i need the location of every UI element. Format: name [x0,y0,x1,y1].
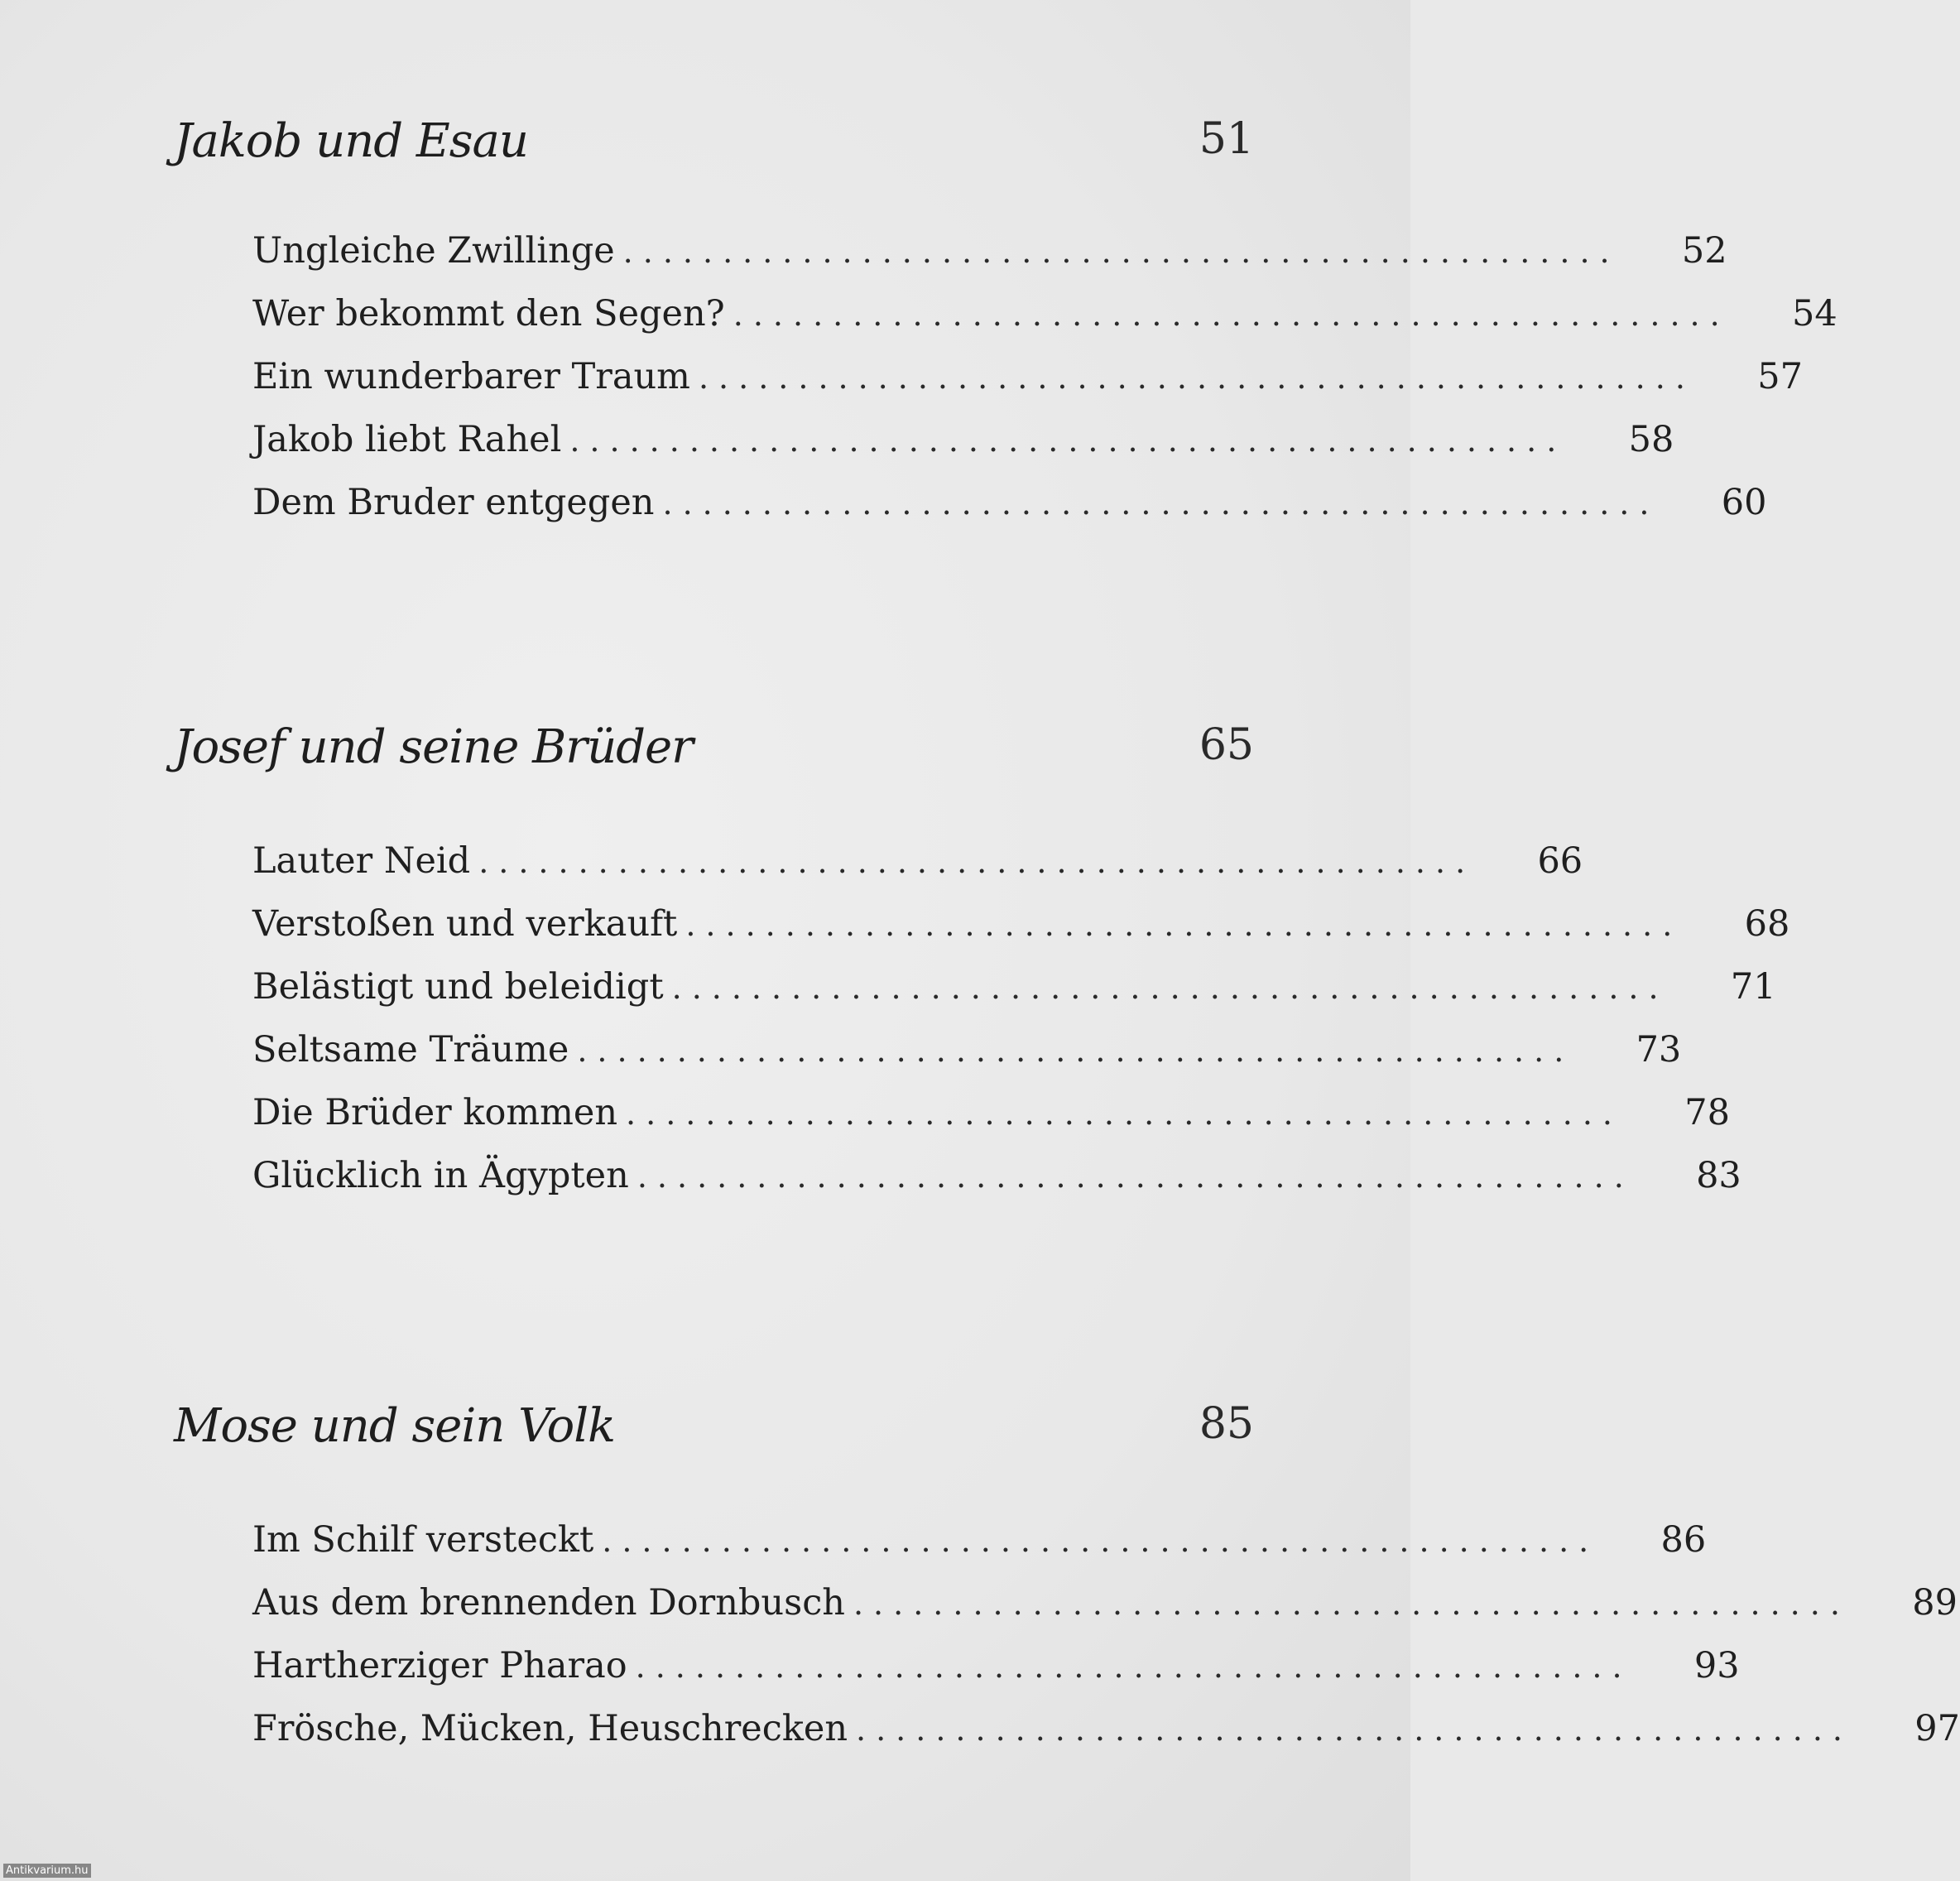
toc-section-josef-und-seine-brueder [174,720,1790,1196]
toc-entry-page: 78 [1684,1092,1730,1133]
dot-leader: .................................................. [671,969,1669,1006]
toc-entry-title: Aus dem brennenden Dornbusch [252,1582,845,1624]
dot-leader: .................................................. [853,1585,1850,1622]
toc-entry-page: 71 [1730,966,1776,1008]
toc-entry-title: Hartherziger Pharao [252,1645,627,1686]
dot-leader: .................................................. [635,1648,1632,1685]
section-heading [174,1399,1254,1482]
watermark: Antikvarium.hu [3,1864,91,1878]
toc-entry-title: Wer bekommt den Segen? [252,293,725,334]
dot-leader: .................................................. [569,422,1567,459]
toc-entry-title: Belästigt und beleidigt [252,966,664,1008]
toc-entry-title: Die Brüder kommen [252,1092,618,1133]
dot-leader: .................................................. [733,296,1730,333]
section-title: Jakob und Esau [174,114,528,168]
section-page-number: 85 [1199,1399,1254,1449]
toc-entry-page: 66 [1537,840,1583,882]
section-page-number: 65 [1199,720,1254,770]
section-page-number: 51 [1199,114,1254,164]
toc-entry-title: Im Schilf versteckt [252,1519,594,1561]
toc-entry-page: 89 [1912,1582,1958,1624]
toc-entry-title: Dem Bruder entgegen [252,482,655,523]
toc-entry [252,1645,1740,1708]
dot-leader: .................................................. [478,844,1476,880]
toc-entry [252,1092,1730,1155]
toc-entry-title: Ungleiche Zwillinge [252,230,615,272]
toc-entry [252,230,1727,293]
dot-leader: .................................................. [662,485,1660,522]
toc-entry [252,1582,1958,1645]
toc-entry [252,1519,1707,1582]
dot-leader: .................................................. [577,1032,1574,1069]
toc-entry [252,1029,1682,1092]
toc-section-jakob-und-esau [174,114,1838,523]
toc-entry-page: 60 [1721,482,1767,523]
toc-entry-page: 73 [1636,1029,1682,1070]
toc-entry-list [252,1519,1960,1771]
toc-entry [252,1155,1741,1218]
toc-entry-page: 83 [1696,1155,1741,1196]
toc-entry [252,419,1674,482]
toc-entry [252,482,1767,545]
toc-entry-page: 86 [1660,1519,1707,1561]
toc-entry-page: 93 [1693,1645,1740,1686]
toc-entry-page: 54 [1792,293,1838,334]
dot-leader: .................................................. [622,233,1620,270]
toc-section-mose-und-sein-volk [174,1399,1960,1749]
toc-entry [252,356,1803,419]
dot-leader: .................................................. [698,359,1695,396]
section-heading [174,720,1254,803]
section-title: Mose und sein Volk [174,1399,616,1453]
dot-leader: .................................................. [856,1711,1852,1748]
toc-entry-page: 52 [1681,230,1727,272]
toc-entry-title: Lauter Neid [252,840,471,882]
toc-entry-list [252,230,1838,545]
section-heading [174,114,1254,197]
section-title: Josef und seine Brüder [174,720,693,774]
toc-entry-list [252,840,1790,1218]
dot-leader: .................................................. [602,1523,1599,1559]
toc-entry-title: Frösche, Mücken, Heuschrecken [252,1708,848,1749]
toc-entry-title: Glücklich in Ägypten [252,1155,629,1196]
toc-entry-title: Seltsame Träume [252,1029,569,1070]
dot-leader: .................................................. [637,1158,1634,1195]
toc-entry-page: 97 [1914,1708,1960,1749]
toc-entry [252,293,1838,356]
toc-entry-title: Verstoßen und verkauft [252,903,678,945]
toc-entry-title: Ein wunderbarer Traum [252,356,690,397]
dot-leader: .................................................. [626,1095,1622,1132]
toc-entry-page: 68 [1744,903,1790,945]
toc-entry-page: 58 [1628,419,1674,460]
toc-entry-page: 57 [1757,356,1803,397]
toc-entry [252,1708,1960,1771]
toc-entry [252,840,1583,903]
toc-entry [252,903,1790,966]
toc-entry-title: Jakob liebt Rahel [252,419,562,460]
toc-entry [252,966,1776,1029]
dot-leader: .................................................. [685,907,1683,943]
